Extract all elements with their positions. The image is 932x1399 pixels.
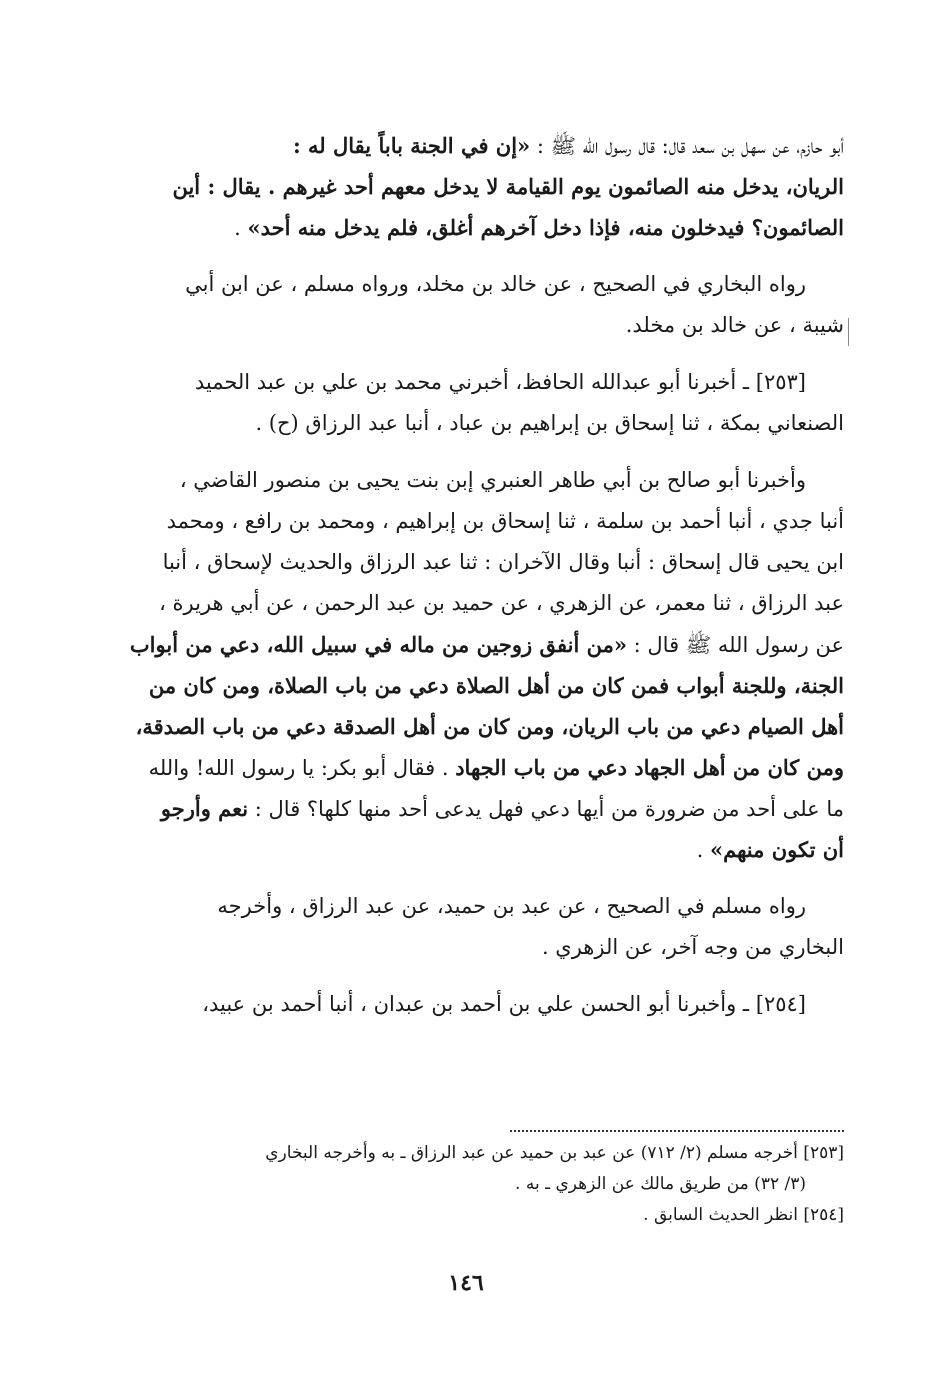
main-text [84, 125, 844, 1041]
narration-text: أنبا جدي ، أنبا أحمد بن سلمة ، ثنا إسحاق بن إبراهيم ، ومحمد بن رافع ، ومحمد [166, 509, 844, 533]
text-line [84, 264, 844, 305]
hadith-text: ومن كان من أهل الجهاد دعي من باب الجهاد [455, 755, 844, 780]
text-line [84, 583, 844, 624]
text-line [84, 460, 844, 501]
narration-text: ما على أحد من ضرورة من أيها دعي فهل يدعى أحد منها كلها؟ قال : [248, 797, 844, 821]
paragraph [84, 984, 844, 1025]
hadith-text: الجنة، وللجنة أبواب فمن كان من أهل الصلاة دعي من باب الصلاة، ومن كان من [148, 673, 844, 698]
paragraph [84, 362, 844, 444]
narration-text: الصنعاني بمكة ، ثنا إسحاق بن إبراهيم بن عباد ، أنبا عبد الرزاق (ح) . [255, 411, 844, 435]
narration-text: شيبة ، عن خالد بن مخلد. [625, 313, 844, 337]
text-line [84, 829, 844, 870]
text-line [84, 886, 844, 927]
narration-text: رواه البخاري في الصحيح ، عن خالد بن مخلد، ورواه مسلم ، عن ابن أبي [185, 272, 806, 296]
footnote-line: [٢٥٣] أخرجه مسلم (٢/ ٧١٢) عن عبد بن حميد عن عبد الرزاق ـ به وأخرجه البخاري [265, 1143, 844, 1163]
hadith-text: أن تكون منهم» [710, 837, 844, 862]
text-line [84, 403, 844, 444]
text-line [84, 984, 844, 1025]
narration-text: . [696, 838, 711, 862]
narration-text: [٢٥٤] ـ وأخبرنا أبو الحسن علي بن أحمد بن عبدان ، أنبا أحمد بن عبيد، [202, 992, 806, 1016]
narration-text: ابن يحيى قال إسحاق : أنبا وقال الآخران : ثنا عبد الرزاق والحديث لإسحاق ، أنبا [162, 550, 844, 574]
text-line [84, 624, 844, 665]
hadith-text: الصائمون؟ فيدخلون منه، فإذا دخل آخرهم أغلق، فلم يدخل منه أحد» [247, 215, 844, 240]
narration-text: [٢٥٣] ـ أخبرنا أبو عبدالله الحافظ، أخبرني محمد بن علي بن عبد الحميد [194, 370, 806, 394]
footnote-separator [510, 1130, 844, 1132]
paragraph [84, 125, 844, 248]
paragraph [84, 460, 844, 870]
hadith-text: «إن في الجنة باباً يقال له : [292, 133, 531, 158]
text-line [84, 927, 844, 968]
narration-text: البخاري من وجه آخر، عن الزهري . [541, 935, 844, 959]
paragraph [84, 886, 844, 968]
hadith-text: الريان، يدخل منه الصائمون يوم القيامة لا يدخل معهم أحد غيرهم . يقال : أين [172, 174, 844, 199]
text-line [84, 305, 844, 346]
text-line [84, 747, 844, 788]
narration-text: وأخبرنا أبو صالح بن أبي طاهر العنبري إبن بنت يحيى بن منصور القاضي ، [179, 468, 806, 492]
narration-text: عن رسول الله ﷺ قال : [627, 633, 844, 657]
text-line [84, 125, 844, 166]
text-line [84, 207, 844, 248]
hadith-text: أهل الصيام دعي من باب الريان، ومن كان من أهل الصدقة دعي من باب الصدقة، [135, 714, 844, 739]
footnotes [84, 1138, 844, 1231]
hadith-text: نعم وأرجو [160, 796, 249, 821]
page-number: ١٤٦ [448, 1270, 484, 1296]
text-line [84, 501, 844, 542]
narration-text: . فقال أبو بكر: يا رسول الله! والله [148, 756, 456, 780]
text-line [84, 166, 844, 207]
text-line [84, 706, 844, 747]
text-line [84, 542, 844, 583]
scan-mark [848, 318, 849, 346]
text-line [84, 362, 844, 403]
paragraph [84, 264, 844, 346]
text-line [84, 788, 844, 829]
narration-text: أبو حازم، عن سهل بن سعد قال: قال رسول الله ﷺ : [530, 134, 844, 158]
narration-text: . [234, 216, 248, 240]
footnote-line: (٣/ ٣٢) من طريق مالك عن الزهري ـ به . [515, 1174, 806, 1194]
narration-text: رواه مسلم في الصحيح ، عن عبد بن حميد، عن عبد الرزاق ، وأخرجه [217, 894, 806, 918]
hadith-text: «من أنفق زوجين من ماله في سبيل الله، دعي من أبواب [129, 632, 627, 657]
text-line [84, 665, 844, 706]
footnote-line: [٢٥٤] انظر الحديث السابق . [643, 1205, 844, 1225]
narration-text: عبد الرزاق ، ثنا معمر، عن الزهري ، عن حميد بن عبد الرحمن ، عن أبي هريرة ، [159, 591, 844, 615]
